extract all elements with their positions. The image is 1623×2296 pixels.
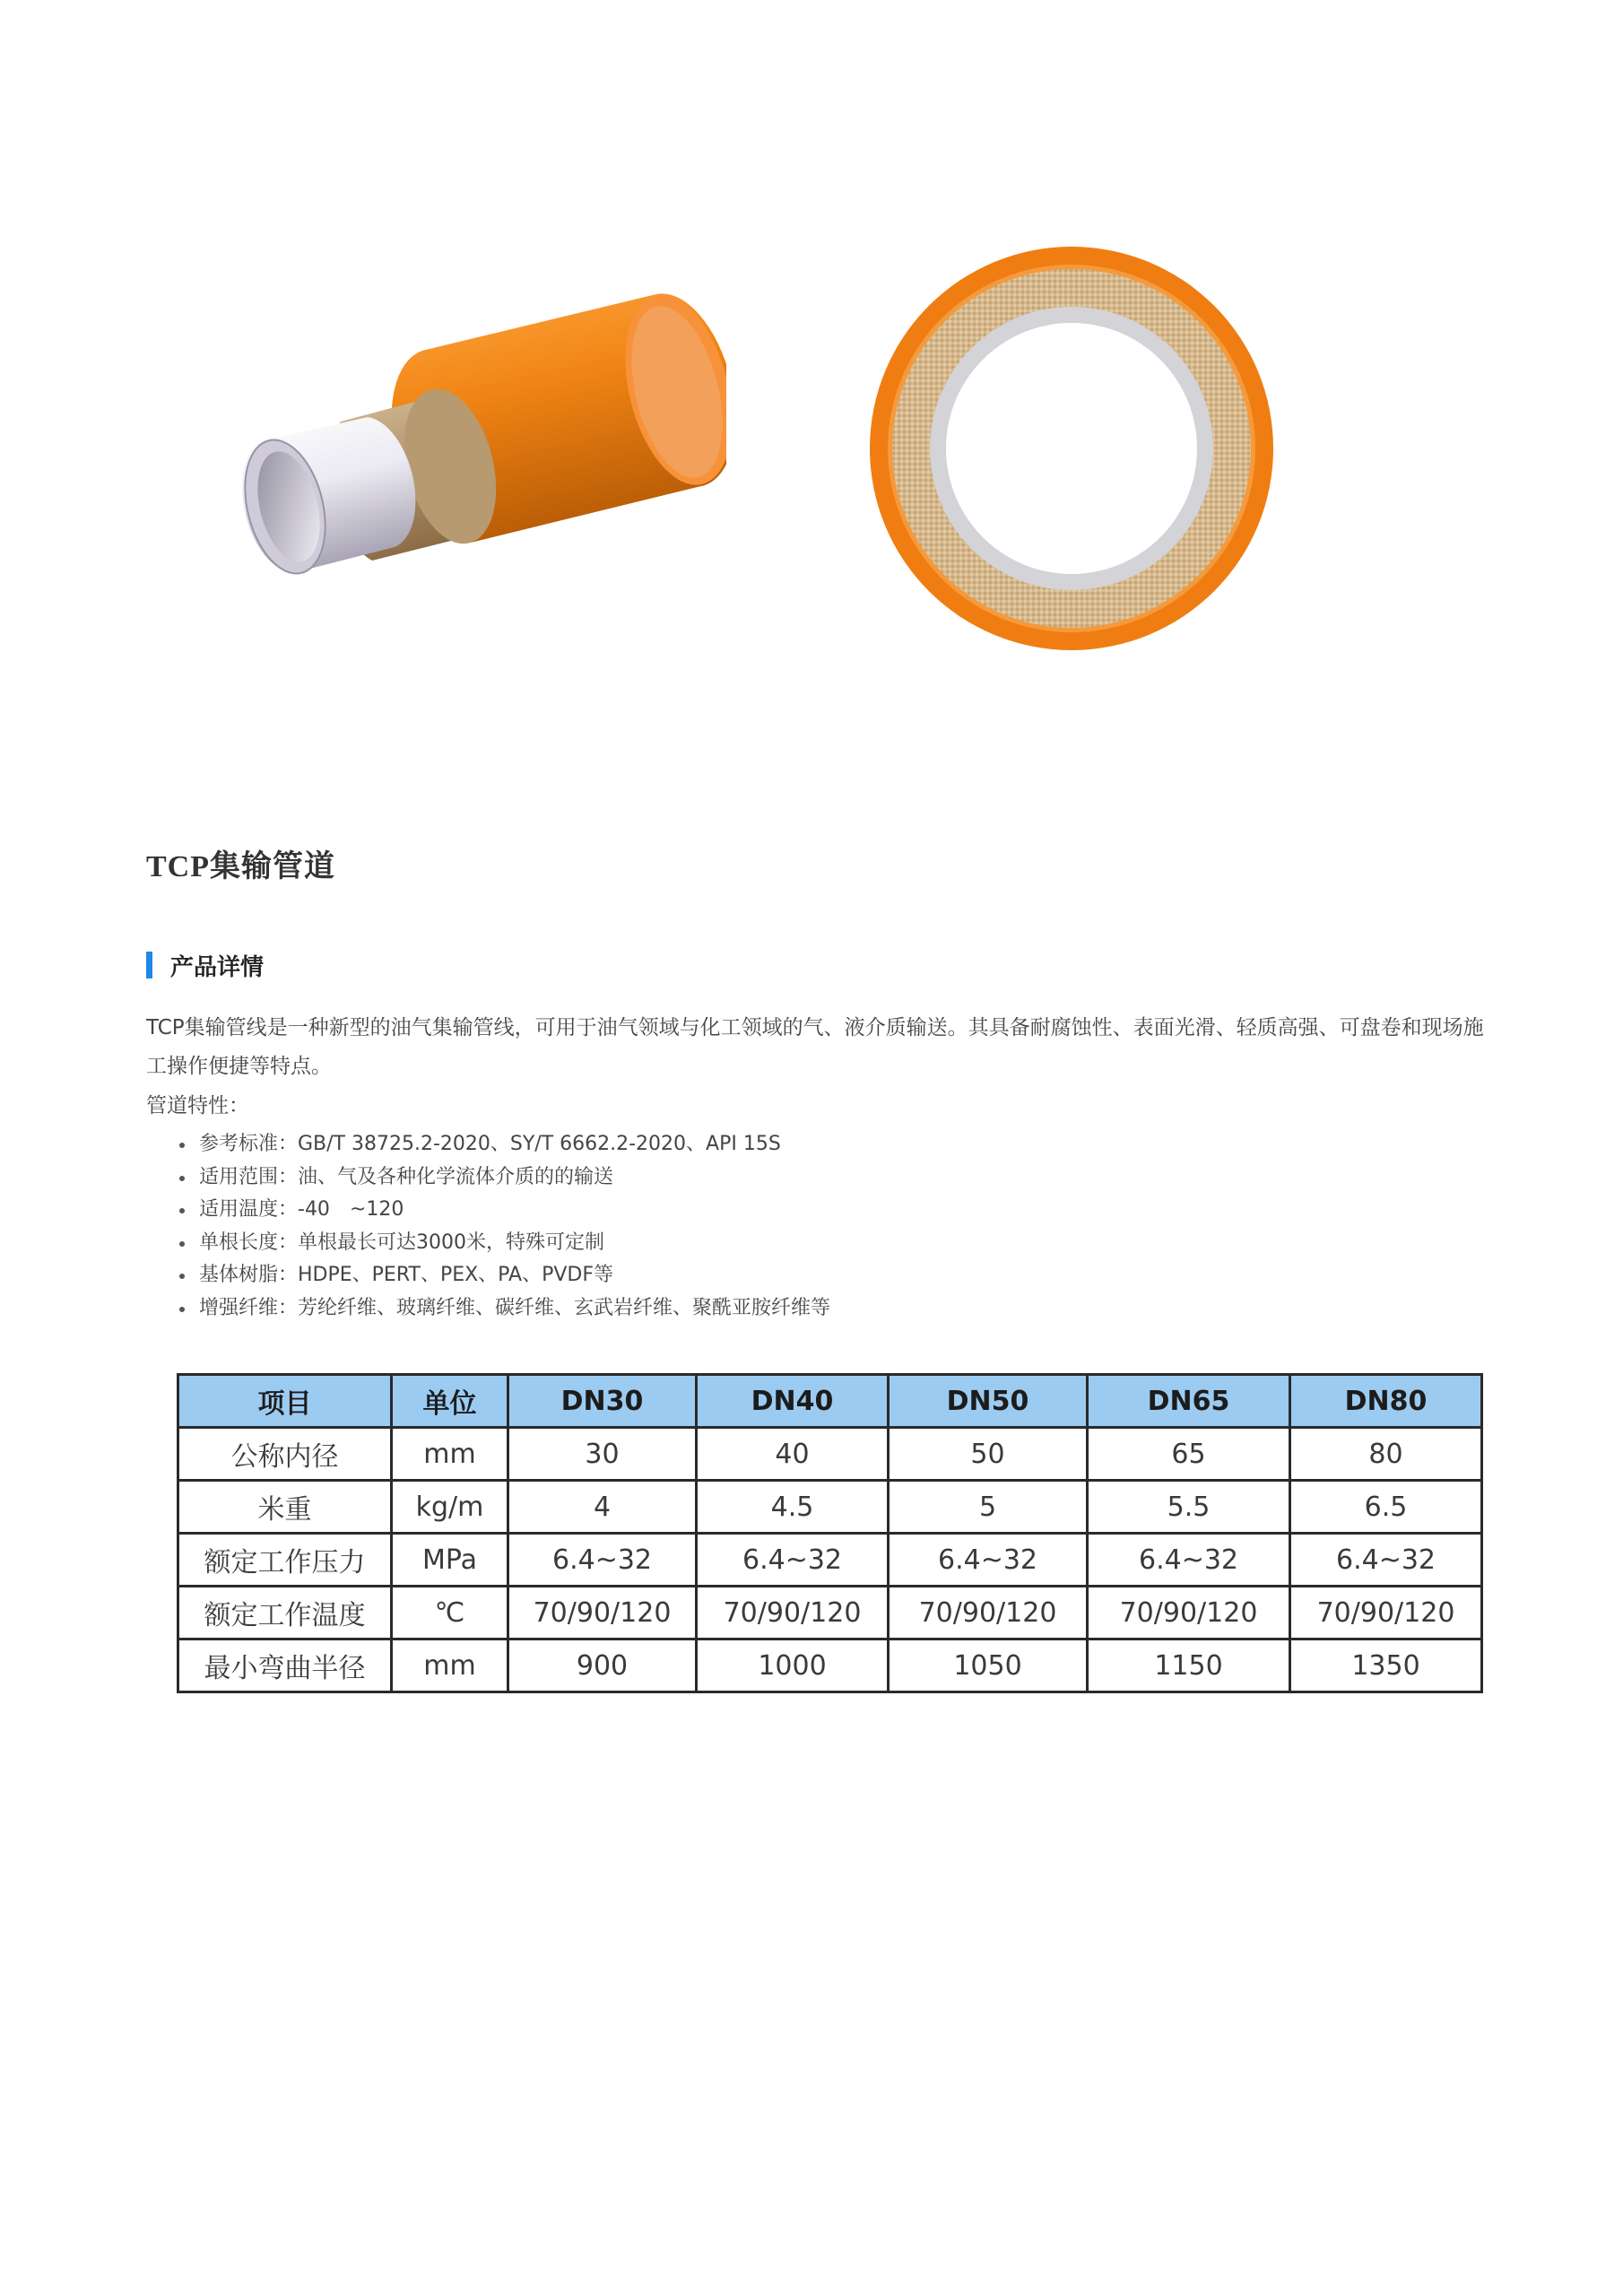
product-title: TCP集输管道 <box>146 850 335 883</box>
section-heading <box>146 951 264 979</box>
product-images <box>0 0 1623 807</box>
table-cell: 6.4~32 <box>697 1534 889 1587</box>
section-heading-label: 产品详情 <box>170 953 265 981</box>
table-cell: 6.4~32 <box>889 1534 1088 1587</box>
intro-paragraph: TCP集输管线是一种新型的油气集输管线，可用于油气领域与化工领域的气、液介质输送。其具备耐腐蚀性、表面光滑、轻质高强、可盘卷和现场施工操作便捷等特点。 <box>146 1016 1484 1078</box>
table-cell: 公称内径 <box>178 1428 392 1481</box>
feature-item-scope: 适用范围：油、气及各种化学流体介质的的输送 <box>169 1161 830 1195</box>
table-cell: ℃ <box>392 1587 508 1639</box>
pipe-cross-section-image <box>865 242 1278 655</box>
table-cell: 80 <box>1290 1428 1482 1481</box>
feature-item-temperature: 适用温度：-40 ~120 <box>169 1194 830 1227</box>
feature-item-standard: 参考标准：GB/T 38725.2-2020、SY/T 6662.2-2020、API 15S <box>169 1128 830 1161</box>
header-cell: DN50 <box>889 1375 1088 1428</box>
table-cell: 米重 <box>178 1481 392 1534</box>
feature-item-length: 单根长度：单根最长可达3000米，特殊可定制 <box>169 1227 830 1260</box>
header-cell: DN30 <box>508 1375 697 1428</box>
header-cell: DN80 <box>1290 1375 1482 1428</box>
spec-table <box>177 1373 1483 1693</box>
table-cell: 70/90/120 <box>889 1587 1088 1639</box>
table-cell: 6.5 <box>1290 1481 1482 1534</box>
table-cell: 900 <box>508 1639 697 1692</box>
table-cell: 1050 <box>889 1639 1088 1692</box>
table-cell: 6.4~32 <box>1290 1534 1482 1587</box>
feature-item-resin: 基体树脂：HDPE、PERT、PEX、PA、PVDF等 <box>169 1259 830 1292</box>
table-cell: 4 <box>508 1481 697 1534</box>
table-cell: 5 <box>889 1481 1088 1534</box>
table-row <box>178 1587 1482 1639</box>
table-cell: kg/m <box>392 1481 508 1534</box>
table-cell: 40 <box>697 1428 889 1481</box>
table-cell: mm <box>392 1428 508 1481</box>
table-cell: 6.4~32 <box>1088 1534 1290 1587</box>
table-cell: mm <box>392 1639 508 1692</box>
features-label: 管道特性： <box>146 1094 249 1118</box>
table-cell: 70/90/120 <box>1290 1587 1482 1639</box>
table-header-row <box>178 1375 1482 1428</box>
table-cell: 50 <box>889 1428 1088 1481</box>
section-accent-bar <box>146 952 152 978</box>
header-cell: 项目 <box>178 1375 392 1428</box>
table-cell: 6.4~32 <box>508 1534 697 1587</box>
table-cell: 1000 <box>697 1639 889 1692</box>
table-cell: 额定工作压力 <box>178 1534 392 1587</box>
table-cell: 70/90/120 <box>697 1587 889 1639</box>
header-cell: DN40 <box>697 1375 889 1428</box>
table-cell: 65 <box>1088 1428 1290 1481</box>
table-row <box>178 1534 1482 1587</box>
table-cell: 额定工作温度 <box>178 1587 392 1639</box>
table-cell: 5.5 <box>1088 1481 1290 1534</box>
table-cell: 最小弯曲半径 <box>178 1639 392 1692</box>
table-cell: 1350 <box>1290 1639 1482 1692</box>
table-cell: 30 <box>508 1428 697 1481</box>
table-cell: 70/90/120 <box>508 1587 697 1639</box>
header-cell: DN65 <box>1088 1375 1290 1428</box>
pipe-side-view-image <box>242 287 726 628</box>
table-row <box>178 1428 1482 1481</box>
header-cell: 单位 <box>392 1375 508 1428</box>
table-row <box>178 1481 1482 1534</box>
table-cell: 1150 <box>1088 1639 1290 1692</box>
table-cell: 4.5 <box>697 1481 889 1534</box>
feature-item-fiber: 增强纤维：芳纶纤维、玻璃纤维、碳纤维、玄武岩纤维、聚酰亚胺纤维等 <box>169 1292 830 1326</box>
table-cell: 70/90/120 <box>1088 1587 1290 1639</box>
table-row <box>178 1639 1482 1692</box>
table-cell: MPa <box>392 1534 508 1587</box>
features-list <box>169 1128 830 1325</box>
